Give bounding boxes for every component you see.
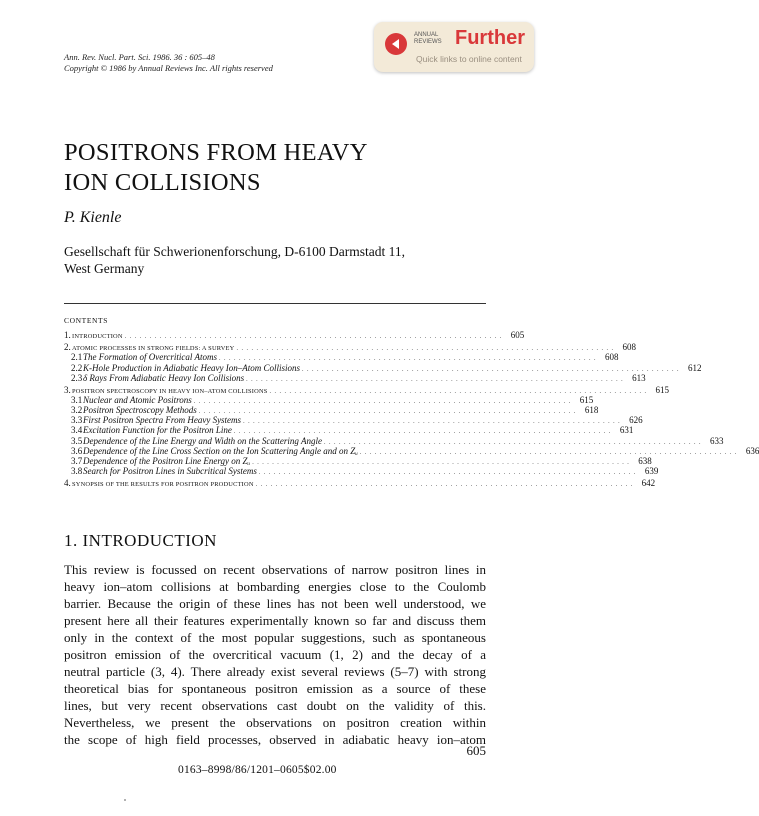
toc-leader-dots: . . . . . . . . . . . . . . . . . . . . . . . . . . . . . . . . . . . . . . . . . . . . . . . . . . . . . . . . . . . . . . . . . . . . . . . . . . . . xyxy=(233,429,612,436)
toc-row xyxy=(64,415,643,426)
toc-title: Dependence of the Line Energy and Width on the Scattering Angle xyxy=(83,435,322,446)
toc-page: 615 xyxy=(579,395,594,406)
toc-row xyxy=(64,405,599,416)
toc-leader-dots: . . . . . . . . . . . . . . . . . . . . . . . . . . . . . . . . . . . . . . . . . . . . . . . . . . . . . . . . . . . . . . . . . . . . . . . . . . . . xyxy=(124,334,503,340)
toc-number: 3.3 xyxy=(71,415,83,426)
article-title-line2: ION COLLISIONS xyxy=(64,169,261,196)
toc-page: 639 xyxy=(644,465,659,476)
toc-title: Search for Positron Lines in Subcritical Systems xyxy=(83,465,257,476)
toc-title: The Formation of Overcritical Atoms xyxy=(83,352,217,363)
toc-page: 605 xyxy=(510,330,525,340)
affiliation-line1: Gesellschaft für Schwerionenforschung, D-6100 Darmstadt 11, xyxy=(64,244,406,259)
toc-number: 3.7 xyxy=(71,455,83,466)
article-title-line1: POSITRONS FROM HEAVY xyxy=(64,139,368,166)
toc-page: 608 xyxy=(605,352,619,363)
toc-title: Dependence of the Positron Line Energy on Zᵤ xyxy=(83,455,251,466)
introduction-heading: 1. INTRODUCTION xyxy=(64,531,217,550)
body-line: present here all their features experimentally known so far and discuss them xyxy=(64,613,486,628)
further-links-badge[interactable] xyxy=(374,22,534,72)
toc-row xyxy=(64,362,702,373)
contents-divider xyxy=(64,303,486,304)
toc-number: 2.1 xyxy=(71,352,83,363)
body-line: Nevertheless, we present the observations on positron creation within xyxy=(64,715,486,730)
toc-number: 2.3 xyxy=(71,372,83,383)
toc-leader-dots: . . . . . . . . . . . . . . . . . . . . . . . . . . . . . . . . . . . . . . . . . . . . . . . . . . . . . . . . . . . . . . . . . . . . . . . . . . . . xyxy=(323,439,702,446)
toc-page: 638 xyxy=(638,455,652,466)
toc-page: 642 xyxy=(641,478,656,489)
toc-title: Nuclear and Atomic Positrons xyxy=(83,395,192,406)
journal-citation-line1: Ann. Rev. Nucl. Part. Sci. 1986. 36 : 605–48 xyxy=(64,52,215,62)
toc-row xyxy=(64,465,659,476)
toc-row xyxy=(64,372,646,383)
toc-page: 608 xyxy=(622,342,636,353)
body-line: theoretical bias for spontaneous positron emission as a source of these xyxy=(64,681,486,696)
body-line: This review is focussed on recent observations of narrow positron lines in xyxy=(64,562,486,577)
badge-subtitle: Quick links to online content xyxy=(416,54,522,64)
toc-title: SYNOPSIS OF THE RESULTS FOR POSITRON PRODUCTION xyxy=(72,481,254,489)
toc-leader-dots: . . . . . . . . . . . . . . . . . . . . . . . . . . . . . . . . . . . . . . . . . . . . . . . . . . . . . . . . . . . . . . . . . . . . . . . . . . . . xyxy=(359,449,738,456)
toc-row xyxy=(64,330,525,340)
toc-title: First Positron Spectra From Heavy Systems xyxy=(83,415,242,426)
toc-row xyxy=(64,455,652,466)
introduction-body xyxy=(64,561,486,748)
toc-leader-dots: . . . . . . . . . . . . . . . . . . . . . . . . . . . . . . . . . . . . . . . . . . . . . . . . . . . . . . . . . . . . . . . . . . . . . . . . . . . . xyxy=(269,389,648,396)
toc-page: 626 xyxy=(629,415,643,426)
toc-title: Excitation Function for the Positron Line xyxy=(83,425,232,436)
body-line: lines, but very recent observations cast doubt on the validity of this. xyxy=(64,698,486,713)
toc-number: 4. xyxy=(64,478,71,489)
toc-row xyxy=(64,352,619,363)
toc-number: 3.1 xyxy=(71,395,83,406)
annual-reviews-logo xyxy=(414,32,442,46)
toc-page: 615 xyxy=(655,385,670,396)
body-line: only in the context of the most popular suggestions, such as spontaneous xyxy=(64,630,486,645)
badge-reviews-text: REVIEWS xyxy=(414,39,442,45)
toc-leader-dots: . . . . . . . . . . . . . . . . . . . . . . . . . . . . . . . . . . . . . . . . . . . . . . . . . . . . . . . . . . . . . . . . . . . . . . . . . . . . xyxy=(246,376,624,383)
toc-row xyxy=(64,435,724,446)
toc-row xyxy=(64,478,656,489)
toc-title: K-Hole Production in Adiabatic Heavy Ion–Atom Collisions xyxy=(83,362,300,373)
body-line: heavy ion–atom collisions at bombarding energies close to the Coulomb xyxy=(64,579,486,594)
toc-page: 618 xyxy=(584,405,599,416)
toc-number: 3.4 xyxy=(71,425,83,436)
author-name: P. Kienle xyxy=(64,209,122,226)
toc-number: 2. xyxy=(64,342,71,353)
toc-row xyxy=(64,425,634,436)
body-line: neutral particle (3, 4). There already exist several reviews (5–7) with strong xyxy=(64,664,486,679)
toc-title: Dependence of the Line Cross Section on the Ion Scattering Angle and on Zᵤ xyxy=(83,445,358,456)
toc-leader-dots: . . . . . . . . . . . . . . . . . . . . . . . . . . . . . . . . . . . . . . . . . . . . . . . . . . . . . . . . . . . . . . . . . . . . . . . . . . . . xyxy=(301,366,680,373)
toc-page: 631 xyxy=(619,425,634,436)
journal-copyright-line: Copyright © 1986 by Annual Reviews Inc. All rights reserved xyxy=(64,63,273,73)
toc-leader-dots: . . . . . . . . . . . . . . . . . . . . . . . . . . . . . . . . . . . . . . . . . . . . . . . . . . . . . . . . . . . . . . . . . . . . . . . . . . . . xyxy=(252,459,630,466)
article-code: 0163–8998/86/1201–0605$02.00 xyxy=(178,764,337,776)
article-title xyxy=(64,138,368,198)
contents-heading: CONTENTS xyxy=(64,316,108,325)
toc-page: 612 xyxy=(687,362,702,373)
toc-page: 636 xyxy=(745,445,759,456)
toc-number: 3.8 xyxy=(71,465,83,476)
toc-title: INTRODUCTION xyxy=(72,333,123,340)
toc-leader-dots: . . . . . . . . . . . . . . . . . . . . . . . . . . . . . . . . . . . . . . . . . . . . . . . . . . . . . . . . . . . . . . . . . . . . . . . . . . . . xyxy=(243,419,621,426)
body-line: positron emission of the overcritical vacuum (1, 2) and the decay of a xyxy=(64,647,486,662)
body-line: the scope of high field processes, observed in adiabatic heavy ion–atom xyxy=(64,732,486,747)
toc-row xyxy=(64,385,670,396)
toc-leader-dots: . . . . . . . . . . . . . . . . . . . . . . . . . . . . . . . . . . . . . . . . . . . . . . . . . . . . . . . . . . . . . . . . . . . . . . . . . . . . xyxy=(198,409,577,416)
toc-page: 613 xyxy=(632,372,646,383)
toc-page: 633 xyxy=(709,435,724,446)
toc-row xyxy=(64,342,636,353)
toc-leader-dots: . . . . . . . . . . . . . . . . . . . . . . . . . . . . . . . . . . . . . . . . . . . . . . . . . . . . . . . . . . . . . . . . . . . . . . . . . . . . xyxy=(255,482,634,489)
toc-leader-dots: . . . . . . . . . . . . . . . . . . . . . . . . . . . . . . . . . . . . . . . . . . . . . . . . . . . . . . . . . . . . . . . . . . . . . . . . . . . . xyxy=(193,399,572,406)
badge-further-text: Further xyxy=(455,27,525,49)
toc-number: 3. xyxy=(64,385,71,396)
author-affiliation xyxy=(64,243,405,277)
toc-row xyxy=(64,395,594,406)
toc-number: 3.6 xyxy=(71,445,83,456)
body-line: barrier. Because the origin of these lines has not been well understood, we xyxy=(64,596,486,611)
table-of-contents xyxy=(64,330,759,489)
affiliation-line2: West Germany xyxy=(64,261,145,276)
badge-annual-text: ANNUAL xyxy=(414,32,439,38)
toc-number: 1. xyxy=(64,330,71,340)
toc-leader-dots: . . . . . . . . . . . . . . . . . . . . . . . . . . . . . . . . . . . . . . . . . . . . . . . . . . . . . . . . . . . . . . . . . . . . . . . . . . . . xyxy=(258,469,637,476)
toc-title: POSITRON SPECTROSCOPY IN HEAVY ION–ATOM COLLISIONS xyxy=(72,388,268,396)
page-number: 605 xyxy=(466,743,486,758)
journal-citation xyxy=(64,52,273,74)
toc-title: δ Rays From Adiabatic Heavy Ion Collisions xyxy=(83,372,245,383)
toc-leader-dots: . . . . . . . . . . . . . . . . . . . . . . . . . . . . . . . . . . . . . . . . . . . . . . . . . . . . . . . . . . . . . . . . . . . . . . . . . . . . xyxy=(236,346,614,353)
toc-row xyxy=(64,445,759,456)
toc-leader-dots: . . . . . . . . . . . . . . . . . . . . . . . . . . . . . . . . . . . . . . . . . . . . . . . . . . . . . . . . . . . . . . . . . . . . . . . . . . . . xyxy=(219,356,597,363)
toc-number: 3.2 xyxy=(71,405,83,416)
scan-speck xyxy=(124,799,126,801)
toc-number: 3.5 xyxy=(71,435,83,446)
play-triangle-icon xyxy=(392,39,399,49)
toc-title: ATOMIC PROCESSES IN STRONG FIELDS: A SURVEY xyxy=(72,345,235,353)
toc-title: Positron Spectroscopy Methods xyxy=(83,405,197,416)
toc-number: 2.2 xyxy=(71,362,83,373)
